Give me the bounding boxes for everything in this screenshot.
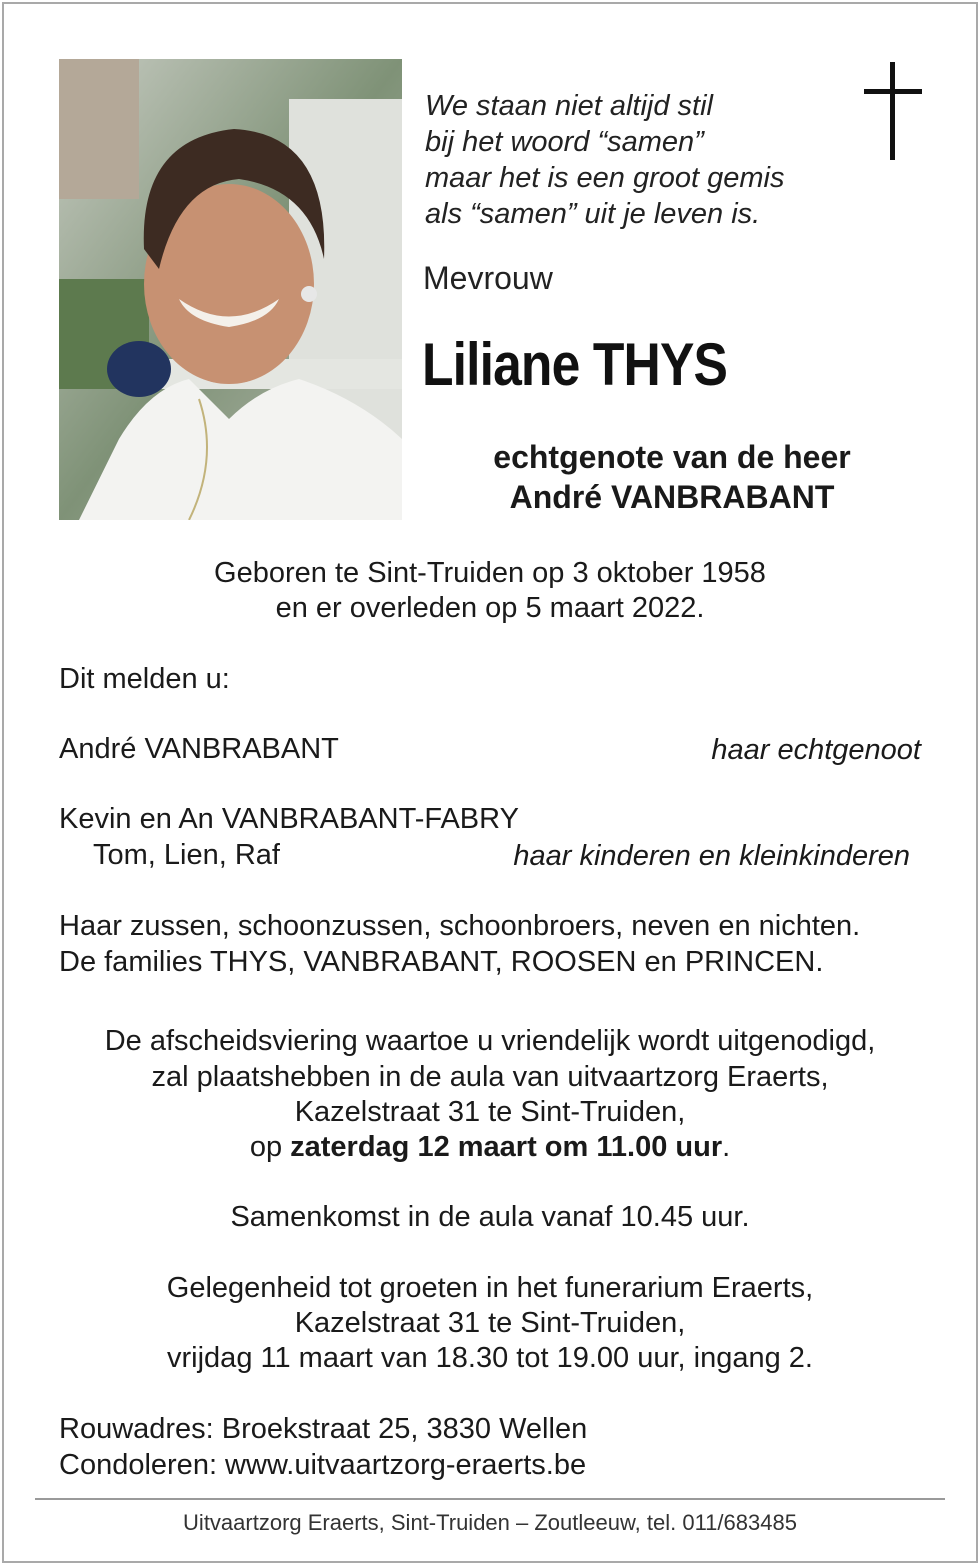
ceremony-suffix: . xyxy=(722,1131,731,1163)
gathering-line: Samenkomst in de aula vanaf 10.45 uur. xyxy=(230,1201,750,1233)
poem-line: bij het woord “samen” xyxy=(425,126,704,158)
grandchildren-names: Tom, Lien, Raf xyxy=(93,839,280,871)
poem-line: als “samen” uit je leven is. xyxy=(425,198,761,230)
mourning-address: Rouwadres: Broekstraat 25, 3830 Wellen xyxy=(59,1413,588,1445)
husband-role: haar echtgenoot xyxy=(711,734,921,766)
spouse-line-2: André VANBRABANT xyxy=(509,479,835,515)
deceased-name: Liliane THYS xyxy=(422,331,728,398)
viewing-line-1: Gelegenheid tot groeten in het funerarium Eraerts, xyxy=(166,1272,814,1304)
death-line: en er overleden op 5 maart 2022. xyxy=(275,592,705,624)
birth-line: Geboren te Sint-Truiden op 3 oktober 1958 xyxy=(214,557,766,589)
ceremony-prefix: op xyxy=(249,1131,283,1163)
portrait-photo xyxy=(59,59,402,520)
honorific: Mevrouw xyxy=(423,260,553,296)
ceremony-date: zaterdag 12 maart om 11.00 uur xyxy=(290,1131,723,1163)
ceremony-line-2: zal plaatshebben in de aula van uitvaartzorg Eraerts, xyxy=(151,1061,829,1093)
footer-funeral-home: Uitvaartzorg Eraerts, Sint-Truiden – Zoutleeuw, tel. 011/683485 xyxy=(183,1510,797,1535)
ceremony-line-4 xyxy=(0,1130,980,1165)
ceremony-line-1: De afscheidsviering waartoe u vriendelijk wordt uitgenodigd, xyxy=(104,1025,876,1057)
ceremony-line-3: Kazelstraat 31 te Sint-Truiden, xyxy=(294,1096,686,1128)
poem-line: maar het is een groot gemis xyxy=(425,162,785,194)
condolence-website[interactable]: Condoleren: www.uitvaartzorg-eraerts.be xyxy=(59,1449,587,1481)
footer-divider xyxy=(35,1498,945,1500)
poem xyxy=(425,88,784,232)
poem-line: We staan niet altijd stil xyxy=(425,90,713,122)
extended-family-line-1: Haar zussen, schoonzussen, schoonbroers, neven en nichten. xyxy=(59,910,861,942)
children-names: Kevin en An VANBRABANT-FABRY xyxy=(59,803,519,835)
portrait-illustration xyxy=(59,59,402,520)
extended-family-line-2: De families THYS, VANBRABANT, ROOSEN en PRINCEN. xyxy=(59,946,824,978)
husband-name: André VANBRABANT xyxy=(59,733,339,765)
children-role: haar kinderen en kleinkinderen xyxy=(513,840,910,872)
viewing-line-3: vrijdag 11 maart van 18.30 tot 19.00 uur, ingang 2. xyxy=(167,1342,813,1374)
spouse-line-1: echtgenote van de heer xyxy=(493,439,851,475)
announce-intro: Dit melden u: xyxy=(59,663,230,695)
viewing-line-2: Kazelstraat 31 te Sint-Truiden, xyxy=(294,1307,686,1339)
cross-icon xyxy=(864,62,922,160)
